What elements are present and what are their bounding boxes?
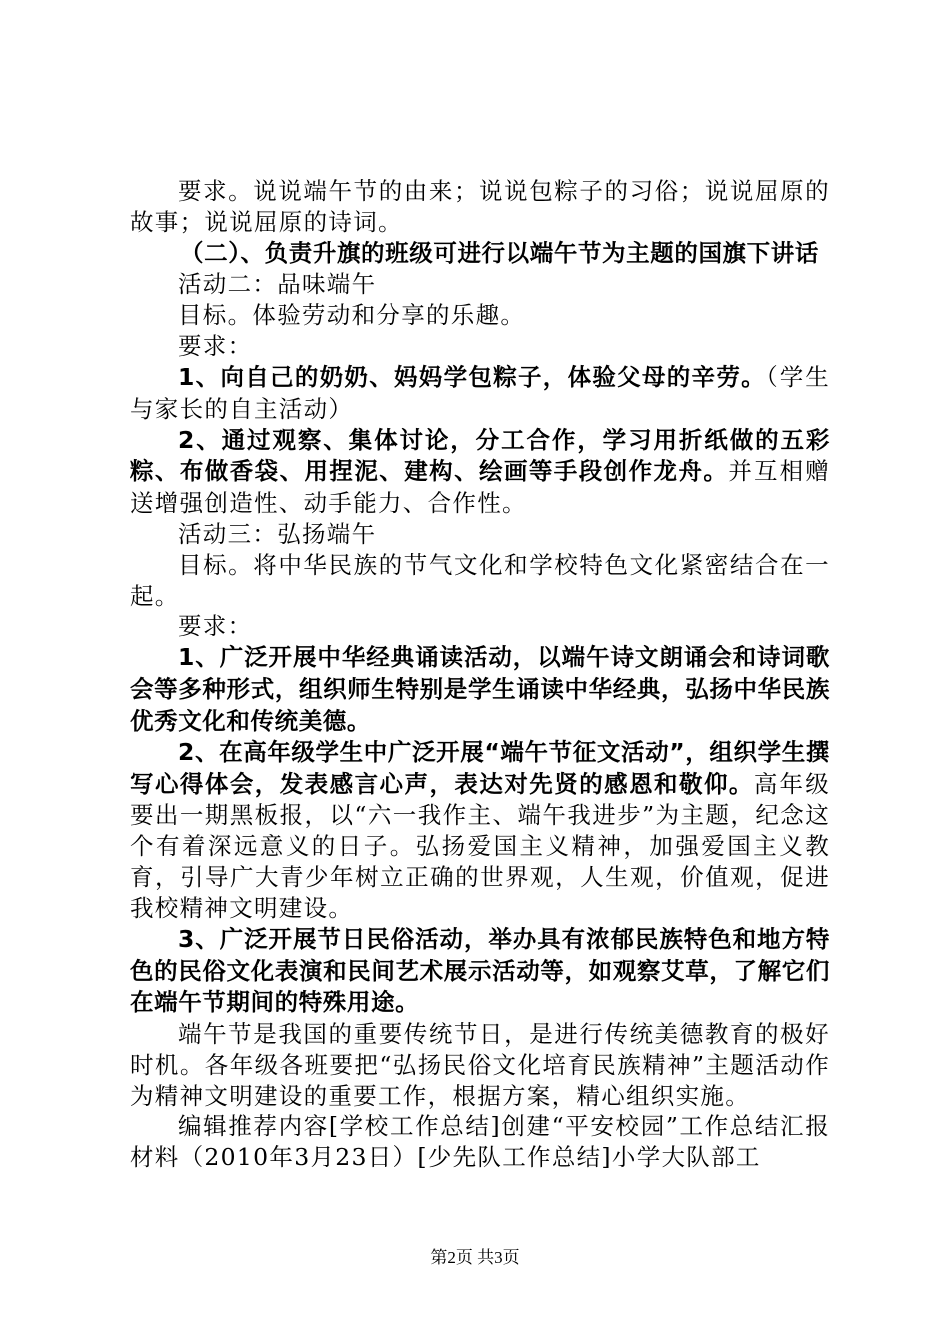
paragraph-conclusion: 端午节是我国的重要传统节日，是进行传统美德教育的极好时机。各年级各班要把“弘扬民俗文化培育民族精神”主题活动作为精神文明建设的重要工作，根据方案，精心组织实施。 xyxy=(130,1019,830,1110)
paragraph-activity-3-item-3: 3、广泛开展节日民俗活动，举办具有浓郁民族特色和地方特色的民俗文化表演和民间艺术展示活动等，如观察艾草，了解它们在端午节期间的特殊用途。 xyxy=(130,924,830,1017)
paragraph-activity-2-requirements: 要求： xyxy=(178,332,253,361)
bold-text: 2、通过观察、集体讨论，分工合作，学习用折纸做的五彩粽、布做香袋、用捏泥、建构、绘画等手段创作龙舟。 xyxy=(130,425,830,486)
paragraph-activity-2-title: 活动二：品味端午 xyxy=(178,270,377,299)
document-body xyxy=(130,176,830,1173)
bold-text: 2、在高年级学生中广泛开展“端午节征文活动”，组织学生撰写心得体会，发表感言心声，表达对先贤的感恩和敬仰。 xyxy=(130,738,830,798)
paragraph-editor-recommend: 编辑推荐内容[学校工作总结]创建“平安校园”工作总结汇报材料（2010年3月23日）[少先队工作总结]小学大队部工 xyxy=(130,1112,830,1172)
paragraph-activity-3-requirements: 要求： xyxy=(178,612,253,641)
paragraph-requirements-1: 要求。说说端午节的由来；说说包粽子的习俗；说说屈原的故事；说说屈原的诗词。 xyxy=(130,177,830,236)
paragraph-activity-2-goal: 目标。体验劳动和分享的乐趣。 xyxy=(178,301,526,330)
regular-text: 高年级要出一期黑板报，以“六一我作主、端午我进步”为主题，纪念这个有着深远意义的日子。弘扬爱国主义精神，加强爱国主义教育，引导广大青少年树立正确的世界观，人生观，价值观，促进我校精神文明建设。 xyxy=(130,769,831,923)
paragraph-flag-speech: （二）、负责升旗的班级可进行以端午节为主题的国旗下讲话 xyxy=(180,238,819,267)
page-number-footer: 第2页 共3页 xyxy=(430,1248,520,1267)
paragraph-activity-3-title: 活动三：弘扬端午 xyxy=(178,519,377,548)
paragraph-activity-3-item-1: 1、广泛开展中华经典诵读活动，以端午诗文朗诵会和诗词歌会等多种形式，组织师生特别是学生诵读中华经典，弘扬中华民族优秀文化和传统美德。 xyxy=(130,643,830,735)
paragraph-activity-2-item-2 xyxy=(130,425,830,519)
paragraph-activity-3-item-2 xyxy=(130,737,830,924)
paragraph-activity-3-goal: 目标。将中华民族的节气文化和学校特色文化紧密结合在一起。 xyxy=(130,550,830,610)
regular-text: 并互相赠送增强创造性、动手能力、合作性。 xyxy=(130,457,831,517)
regular-text: （学生与家长的自主活动） xyxy=(130,363,830,423)
paragraph-activity-2-item-1 xyxy=(130,362,830,425)
bold-text: 1、向自己的奶奶、妈妈学包粽子，体验父母的辛劳。 xyxy=(178,363,766,392)
